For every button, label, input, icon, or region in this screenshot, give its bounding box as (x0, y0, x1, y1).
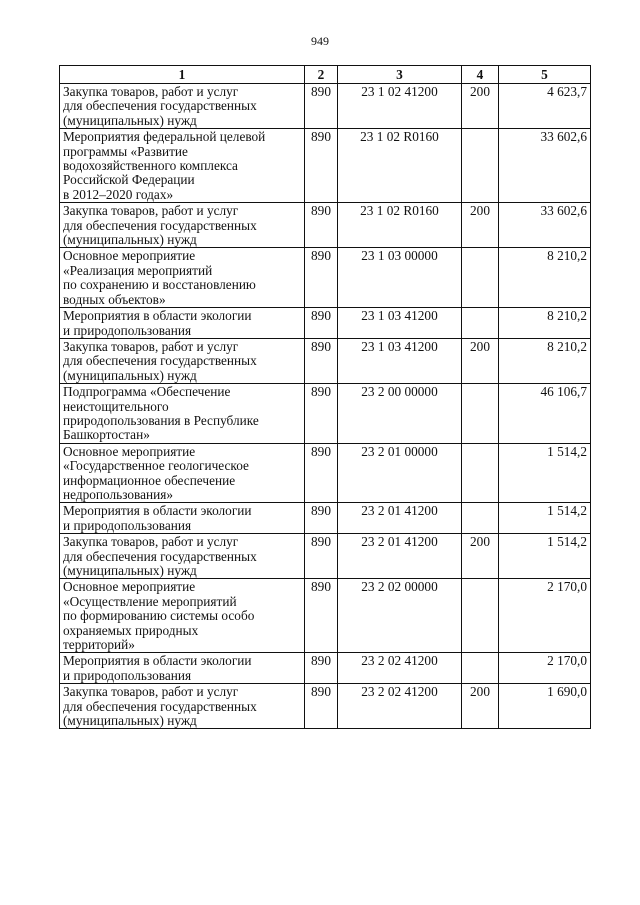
table-body (60, 84, 591, 729)
row-vr-cell (462, 579, 499, 653)
row-gr-cell: 890 (305, 308, 338, 339)
row-vr-cell: 200 (462, 338, 499, 383)
row-sum-cell: 2 170,0 (499, 579, 591, 653)
row-code-cell: 23 2 02 00000 (338, 579, 462, 653)
row-sum-cell: 1 514,2 (499, 503, 591, 534)
table-row (60, 129, 591, 203)
table-row (60, 443, 591, 503)
row-code-cell: 23 2 02 41200 (338, 684, 462, 729)
row-name-line: Закупка товаров, работ и услуг (63, 84, 239, 99)
row-gr-cell: 890 (305, 684, 338, 729)
row-name-cell (60, 129, 305, 203)
row-name-line: (муниципальных) нужд (63, 232, 197, 248)
table-row (60, 248, 591, 308)
row-name-cell (60, 248, 305, 308)
row-sum-cell: 2 170,0 (499, 653, 591, 684)
row-name-line: (муниципальных) нужд (63, 713, 197, 729)
header-row (60, 66, 591, 84)
row-name-line: в 2012–2020 годах» (63, 186, 174, 202)
row-name-line: для обеспечения государственных (63, 353, 257, 369)
row-gr-cell: 890 (305, 653, 338, 684)
row-gr-cell: 890 (305, 579, 338, 653)
row-name-cell (60, 384, 305, 444)
row-name-cell (60, 443, 305, 503)
table-row (60, 653, 591, 684)
row-name-cell (60, 503, 305, 534)
table-row (60, 338, 591, 383)
row-gr-cell: 890 (305, 503, 338, 534)
row-sum-cell: 4 623,7 (499, 84, 591, 129)
table-row (60, 203, 591, 248)
row-name-line: «Реализация мероприятий (63, 262, 213, 278)
row-sum-cell: 33 602,6 (499, 203, 591, 248)
row-code-cell: 23 1 03 41200 (338, 308, 462, 339)
row-name-line: неистощительного (63, 398, 169, 414)
row-sum-cell: 1 514,2 (499, 443, 591, 503)
row-name-cell (60, 308, 305, 339)
row-name-line: по формированию системы особо (63, 608, 255, 624)
row-name-line: недропользования» (63, 486, 174, 502)
row-name-line: Основное мероприятие (63, 248, 196, 264)
row-gr-cell: 890 (305, 338, 338, 383)
row-sum-cell: 33 602,6 (499, 129, 591, 203)
row-name-line: Основное мероприятие (63, 443, 196, 459)
row-name-line: Башкортостан» (63, 427, 150, 443)
row-name-line: для обеспечения государственных (63, 98, 257, 114)
row-name-line: Подпрограмма «Обеспечение (63, 384, 231, 400)
row-sum-cell: 8 210,2 (499, 308, 591, 339)
row-name-cell (60, 653, 305, 684)
row-name-line: «Осуществление мероприятий (63, 593, 237, 609)
header-col-4: 4 (462, 66, 499, 84)
row-name-line: для обеспечения государственных (63, 548, 257, 564)
header-col-5: 5 (499, 66, 591, 84)
header-col-2: 2 (305, 66, 338, 84)
row-name-line: для обеспечения государственных (63, 698, 257, 714)
row-sum-cell: 8 210,2 (499, 338, 591, 383)
row-name-line: Мероприятия в области экологии (63, 308, 252, 324)
row-name-cell (60, 338, 305, 383)
row-name-line: программы «Развитие (63, 143, 188, 159)
row-code-cell: 23 1 03 00000 (338, 248, 462, 308)
row-gr-cell: 890 (305, 248, 338, 308)
table-row (60, 503, 591, 534)
row-gr-cell: 890 (305, 443, 338, 503)
row-gr-cell: 890 (305, 203, 338, 248)
row-name-line: Российской Федерации (63, 172, 195, 188)
row-vr-cell (462, 384, 499, 444)
row-gr-cell: 890 (305, 384, 338, 444)
budget-table (59, 65, 591, 729)
row-name-line: Мероприятия федеральной целевой (63, 129, 266, 145)
row-vr-cell (462, 503, 499, 534)
header-col-1: 1 (60, 66, 305, 84)
row-name-line: Мероприятия в области экологии (63, 503, 252, 519)
row-name-cell (60, 203, 305, 248)
row-vr-cell: 200 (462, 534, 499, 579)
row-name-line: водохозяйственного комплекса (63, 158, 238, 174)
row-name-cell (60, 579, 305, 653)
row-name-line: по сохранению и восстановлению (63, 277, 256, 293)
row-code-cell: 23 2 01 41200 (338, 534, 462, 579)
row-vr-cell: 200 (462, 203, 499, 248)
row-code-cell: 23 2 01 00000 (338, 443, 462, 503)
row-vr-cell (462, 653, 499, 684)
row-vr-cell (462, 248, 499, 308)
table-row (60, 534, 591, 579)
row-name-line: и природопользования (63, 667, 192, 683)
row-code-cell: 23 2 01 41200 (338, 503, 462, 534)
header-col-3: 3 (338, 66, 462, 84)
row-sum-cell: 1 514,2 (499, 534, 591, 579)
row-name-line: территорий» (63, 637, 135, 653)
row-code-cell: 23 1 02 R0160 (338, 129, 462, 203)
row-name-line: водных объектов» (63, 291, 166, 307)
row-name-line: Закупка товаров, работ и услуг (63, 203, 239, 219)
row-name-line: охраняемых природных (63, 622, 199, 638)
row-code-cell: 23 2 00 00000 (338, 384, 462, 444)
row-name-line: Закупка товаров, работ и услуг (63, 534, 239, 550)
table-row (60, 684, 591, 729)
table-row (60, 579, 591, 653)
row-code-cell: 23 1 02 R0160 (338, 203, 462, 248)
row-sum-cell: 1 690,0 (499, 684, 591, 729)
row-vr-cell: 200 (462, 684, 499, 729)
row-name-line: Мероприятия в области экологии (63, 653, 252, 669)
row-name-line: Закупка товаров, работ и услуг (63, 338, 239, 354)
row-gr-cell: 890 (305, 129, 338, 203)
row-name-cell (60, 684, 305, 729)
row-vr-cell (462, 443, 499, 503)
row-vr-cell (462, 308, 499, 339)
row-sum-cell: 8 210,2 (499, 248, 591, 308)
row-name-line: (муниципальных) нужд (63, 367, 197, 383)
row-gr-cell: 890 (305, 534, 338, 579)
row-code-cell: 23 1 02 41200 (338, 84, 462, 129)
row-name-line: информационное обеспечение (63, 472, 236, 488)
table-row (60, 308, 591, 339)
row-gr-cell: 890 (305, 84, 338, 129)
row-name-line: «Государственное геологическое (63, 458, 249, 474)
row-name-line: и природопользования (63, 322, 192, 338)
table-row (60, 84, 591, 129)
row-name-line: природопользования в Республике (63, 412, 259, 428)
row-name-cell (60, 84, 305, 129)
row-code-cell: 23 1 03 41200 (338, 338, 462, 383)
page-number: 949 (311, 34, 329, 48)
table-row (60, 384, 591, 444)
row-name-line: для обеспечения государственных (63, 217, 257, 233)
row-vr-cell (462, 129, 499, 203)
row-name-line: Основное мероприятие (63, 579, 196, 595)
row-name-line: и природопользования (63, 517, 192, 533)
row-name-cell (60, 534, 305, 579)
row-sum-cell: 46 106,7 (499, 384, 591, 444)
row-name-line: (муниципальных) нужд (63, 563, 197, 578)
row-code-cell: 23 2 02 41200 (338, 653, 462, 684)
row-name-line: (муниципальных) нужд (63, 112, 197, 128)
row-name-line: Закупка товаров, работ и услуг (63, 684, 239, 700)
row-vr-cell: 200 (462, 84, 499, 129)
